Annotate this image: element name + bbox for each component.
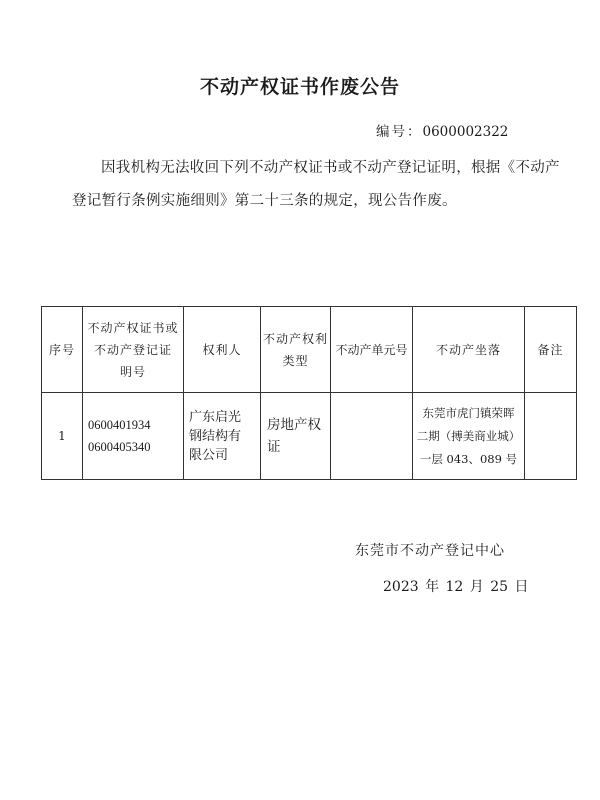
row-location: 东莞市虎门镇荣晖 二期（搏美商业城） 一层 043、089 号 [413, 393, 525, 480]
header-location: 不动产坐落 [413, 307, 525, 393]
serial-number [376, 120, 508, 140]
header-certificate-number: 不动产权证书或 不动产登记证 明号 [83, 307, 184, 393]
header-right-type: 不动产权利 类型 [261, 307, 331, 393]
row-remark [525, 393, 577, 480]
row-unit-number [331, 393, 413, 480]
issuer-name: 东莞市不动产登记中心 [355, 543, 505, 559]
row-certificate-numbers: 0600401934 0600405340 [83, 393, 184, 480]
table-row [42, 393, 577, 480]
row-holder: 广东启光 钢结构有 限公司 [184, 393, 261, 480]
header-index: 序号 [42, 307, 83, 393]
row-index: 1 [42, 393, 83, 480]
notice-title: 不动产权证书作废公告 [199, 76, 400, 98]
header-unit-number: 不动产单元号 [331, 307, 413, 393]
notice-body: 因我机构无法收回下列不动产权证书或不动产登记证明，根据《不动产登记暂行条例实施细则》第二十三条的规定，现公告作废。 [72, 160, 560, 209]
serial-value: 0600002322 [422, 124, 509, 140]
header-remark: 备注 [525, 307, 577, 393]
table-header-row [42, 307, 577, 393]
header-holder: 权利人 [184, 307, 261, 393]
certificate-table [41, 306, 577, 480]
row-right-type: 房地产权 证 [261, 393, 331, 480]
issue-date: 2023 年 12 月 25 日 [383, 579, 529, 595]
serial-label: 编号： [376, 124, 423, 140]
